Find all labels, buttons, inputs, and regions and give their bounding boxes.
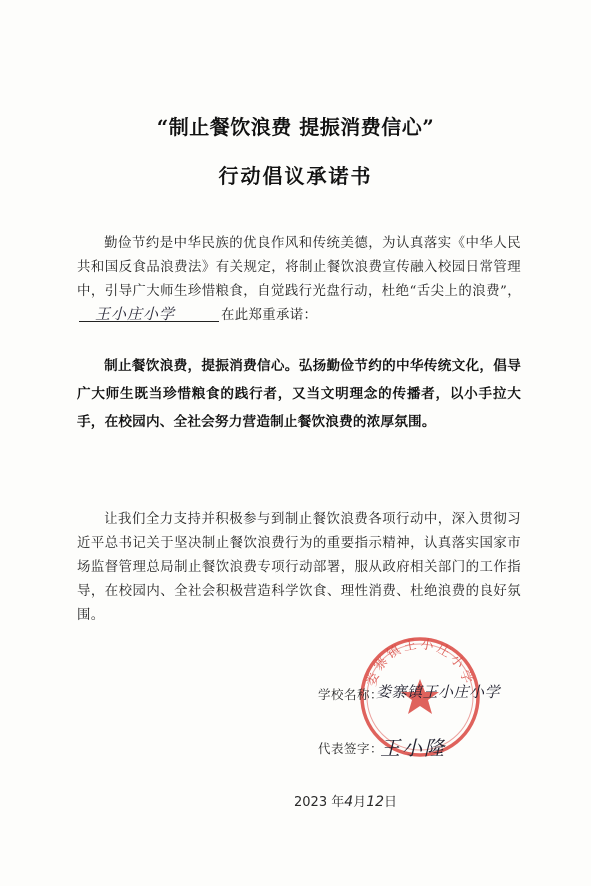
representative-label: 代表签字： bbox=[318, 741, 384, 756]
paragraph-pledge bbox=[77, 352, 521, 436]
date-day-unit: 日 bbox=[384, 795, 398, 810]
school-name-blank bbox=[79, 304, 219, 322]
paragraph-commitment bbox=[77, 508, 521, 628]
date-month: 4 bbox=[344, 794, 354, 810]
representative-signature: 王小隆 bbox=[380, 736, 446, 760]
date-day: 12 bbox=[366, 794, 385, 810]
school-name-signature: 娄寨镇王小庄小学 bbox=[376, 683, 501, 701]
document-title: “制止餐饮浪费 提振消费信心” bbox=[156, 115, 435, 139]
stamp-text: 娄寨镇王小庄小学 bbox=[364, 637, 476, 689]
document-date bbox=[294, 791, 397, 810]
commitment-text: 让我们全力支持并积极参与到制止餐饮浪费各项行动中，深入贯彻习近平总书记关于坚决制止餐饮浪费行为的重要指示精神，认真落实国家市场监督管理总局制止餐饮浪费专项行动部署，服从政府相关部门的工作指导，在校园内、全社会积极营造科学饮食、理性消费、杜绝浪费的良好氛围。 bbox=[77, 512, 521, 623]
school-name-handwriting: 王小庄小学 bbox=[95, 305, 176, 323]
date-year-unit: 年 bbox=[331, 795, 345, 810]
date-month-unit: 月 bbox=[353, 795, 367, 810]
date-year: 2023 bbox=[294, 795, 328, 810]
intro-text-end: 在此郑重承诺： bbox=[221, 308, 318, 323]
school-name-label: 学校名称： bbox=[318, 687, 384, 702]
paragraph-intro bbox=[77, 232, 521, 328]
pledge-text: 制止餐饮浪费，提振消费信心。弘扬勤俭节约的中华传统文化，倡导广大师生既当珍惜粮食的践行者，又当文明理念的传播者，以小手拉大手，在校园内、全社会努力营造制止餐饮浪费的浓厚氛围。 bbox=[77, 358, 521, 430]
document-subtitle: 行动倡议承诺书 bbox=[218, 164, 373, 188]
intro-text: 勤俭节约是中华民族的优良作风和传统美德，为认真落实《中华人民共和国反食品浪费法》有关规定，将制止餐饮浪费宣传融入校园日常管理中，引导广大师生珍惜粮食，自觉践行光盘行动，杜绝“舌尖上的浪费”， bbox=[77, 236, 521, 299]
